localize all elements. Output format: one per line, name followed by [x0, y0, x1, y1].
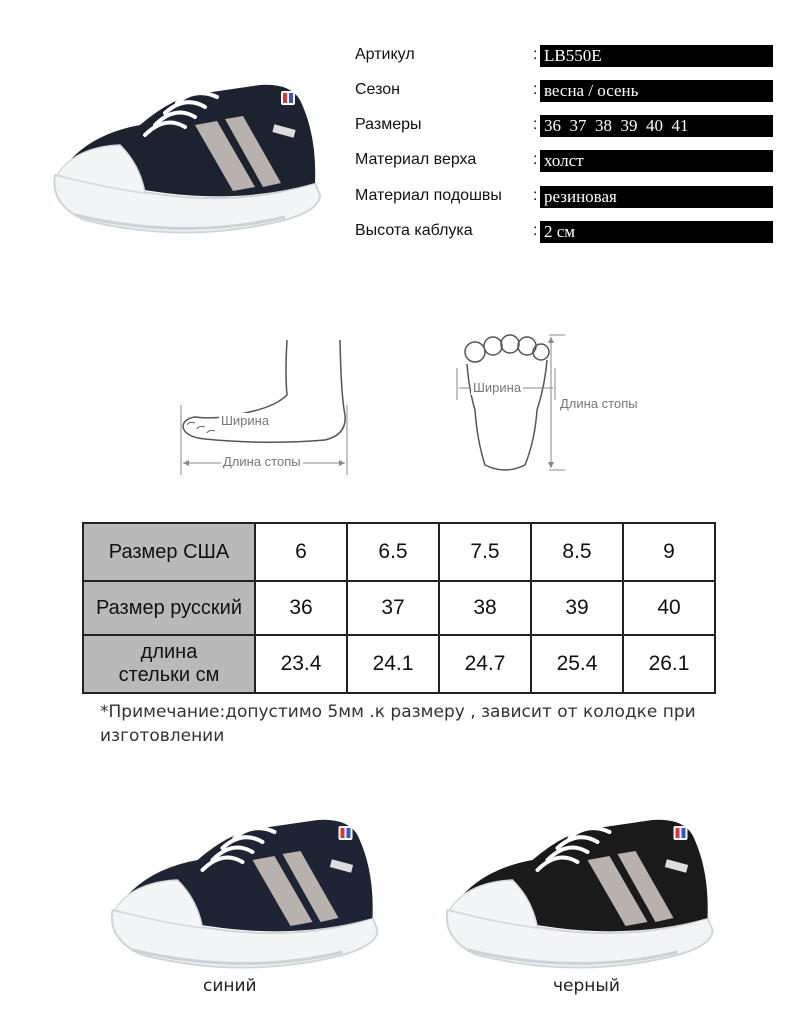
table-cell: 36 [255, 581, 347, 635]
table-cell: 23.4 [255, 635, 347, 693]
table-cell: 39 [531, 581, 623, 635]
row-header-line2: стельки см [118, 664, 220, 686]
side-width-label: Ширина [221, 413, 270, 428]
spec-label: Материал подошвы [355, 187, 502, 204]
table-row-insole-length [83, 635, 715, 693]
row-header-line1: длина [140, 641, 198, 663]
spec-value: весна / осень [540, 80, 773, 102]
table-cell: 25.4 [531, 635, 623, 693]
product-image-top [45, 55, 330, 255]
table-cell: 38 [439, 581, 531, 635]
spec-colon: : [533, 116, 538, 133]
size-chart-table [82, 522, 716, 694]
spec-label: Размеры [355, 116, 422, 133]
table-cell: 24.1 [347, 635, 439, 693]
foot-sole-diagram [455, 330, 655, 480]
row-header: Размер русский [83, 581, 255, 635]
table-cell: 37 [347, 581, 439, 635]
spec-colon: : [533, 46, 538, 63]
variant-image-blue[interactable] [95, 790, 395, 990]
spec-colon: : [533, 222, 538, 239]
table-cell: 7.5 [439, 523, 531, 581]
side-length-label: Длина стопы [223, 454, 301, 469]
spec-row-heel-height [355, 218, 775, 244]
color-label-black[interactable]: черный [553, 976, 620, 996]
spec-row-article [355, 42, 775, 68]
sole-length-label: Длина стопы [560, 396, 638, 411]
spec-colon: : [533, 81, 538, 98]
foot-side-diagram [175, 335, 360, 480]
spec-value: LB550E [540, 45, 773, 67]
spec-colon: : [533, 151, 538, 168]
spec-row-season [355, 77, 775, 103]
size-note: *Примечание:допустимо 5мм .к размеру , зависит от колодке при изготовлении [100, 702, 696, 746]
color-label-blue[interactable]: синий [203, 976, 257, 996]
table-cell: 26.1 [623, 635, 715, 693]
spec-row-sizes [355, 112, 775, 138]
spec-label: Высота каблука [355, 222, 473, 239]
table-cell: 24.7 [439, 635, 531, 693]
spec-colon: : [533, 187, 538, 204]
table-cell: 8.5 [531, 523, 623, 581]
table-row-ru-size [83, 581, 715, 635]
sole-width-label: Ширина [473, 380, 522, 395]
spec-label: Артикул [355, 46, 415, 63]
variant-image-black[interactable] [430, 790, 730, 990]
spec-value: резиновая [540, 186, 773, 208]
row-header [83, 635, 255, 693]
spec-row-upper-material [355, 147, 775, 173]
table-row-us-size [83, 523, 715, 581]
spec-value: холст [540, 150, 773, 172]
table-cell: 6.5 [347, 523, 439, 581]
spec-label: Сезон [355, 81, 400, 98]
table-cell: 40 [623, 581, 715, 635]
spec-value: 36 37 38 39 40 41 [540, 115, 773, 137]
spec-label: Материал верха [355, 151, 477, 168]
row-header: Размер США [83, 523, 255, 581]
table-cell: 6 [255, 523, 347, 581]
table-cell: 9 [623, 523, 715, 581]
spec-row-sole-material [355, 183, 775, 209]
spec-value: 2 см [540, 221, 773, 243]
